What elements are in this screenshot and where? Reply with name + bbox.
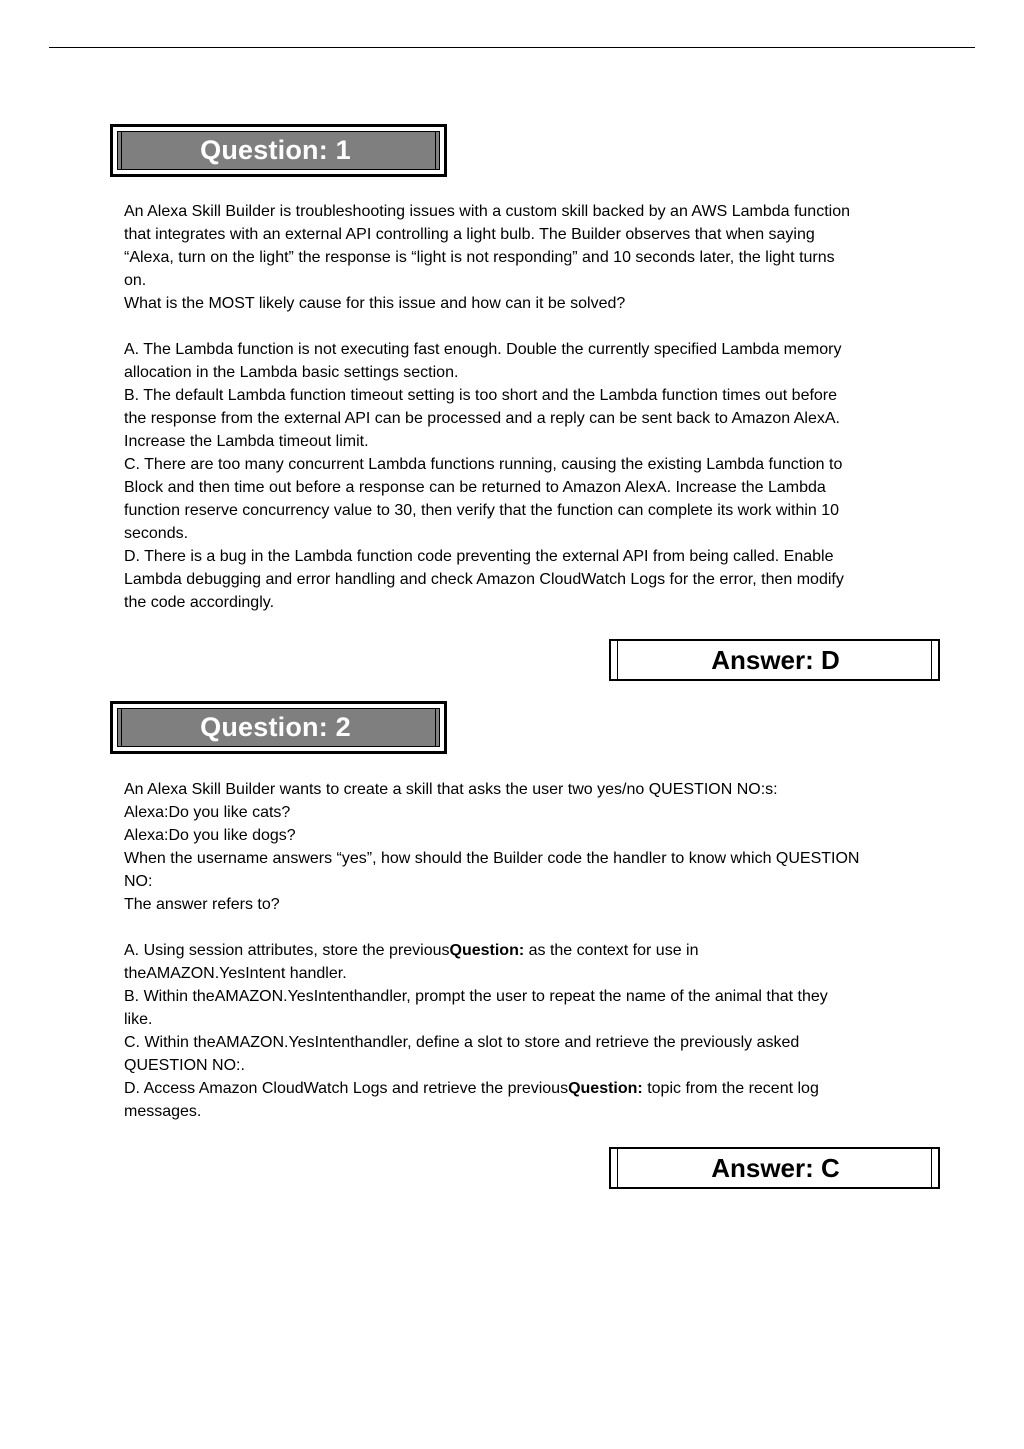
question-1-body (124, 200, 944, 614)
answer-2-box (609, 1147, 940, 1189)
q1-option-line: the code accordingly. (124, 594, 275, 611)
q1-stem-line: What is the MOST likely cause for this issue and how can it be solved? (124, 295, 626, 312)
question-2-header (110, 701, 447, 754)
question-1-title: Question: 1 (200, 135, 351, 165)
q1-option-line: A. The Lambda function is not executing fast enough. Double the currently specified Lambda memory (124, 341, 842, 358)
question-2-title: Question: 2 (200, 712, 351, 742)
question-1-header (110, 124, 447, 177)
top-rule (49, 47, 975, 48)
inline-bold-question: Question: (449, 942, 525, 959)
question-2-body (124, 778, 944, 1123)
q2-option-line: like. (124, 1011, 153, 1028)
q2-stem-line: Alexa:Do you like cats? (124, 804, 291, 821)
q1-stem-line: that integrates with an external API controlling a light bulb. The Builder observes that when saying (124, 226, 815, 243)
q2-stem-line: The answer refers to? (124, 896, 280, 913)
q1-option-line: Block and then time out before a response can be returned to Amazon AlexA. Increase the Lambda (124, 479, 826, 496)
q2-option-line: C. Within theAMAZON.YesIntenthandler, define a slot to store and retrieve the previously asked (124, 1034, 800, 1051)
inline-bold-question: Question: (568, 1080, 643, 1097)
q1-option-line: the response from the external API can be processed and a reply can be sent back to Amazon AlexA. (124, 410, 840, 427)
q2-option-d: D. Access Amazon CloudWatch Logs and retrieve the previousQuestion: topic from the recent log (124, 1080, 819, 1097)
q2-stem-line: NO: (124, 873, 153, 890)
q1-stem-line: “Alexa, turn on the light” the response is “light is not responding” and 10 seconds later, the light turns (124, 249, 835, 266)
q2-option-a: A. Using session attributes, store the previousQuestion: as the context for use in (124, 942, 699, 959)
q1-option-line: Increase the Lambda timeout limit. (124, 433, 369, 450)
q1-stem-line: An Alexa Skill Builder is troubleshooting issues with a custom skill backed by an AWS Lambda function (124, 203, 850, 220)
q1-option-line: C. There are too many concurrent Lambda functions running, causing the existing Lambda function to (124, 456, 843, 473)
q1-option-line: B. The default Lambda function timeout setting is too short and the Lambda function times out before (124, 387, 838, 404)
q1-option-line: function reserve concurrency value to 30, then verify that the function can complete its work within 10 (124, 502, 840, 519)
q1-stem-line: on. (124, 272, 147, 289)
q2-stem-line: An Alexa Skill Builder wants to create a skill that asks the user two yes/no QUESTION NO:s: (124, 781, 778, 798)
q2-stem-line: Alexa:Do you like dogs? (124, 827, 296, 844)
q2-option-line: theAMAZON.YesIntent handler. (124, 965, 347, 982)
q1-option-line: D. There is a bug in the Lambda function code preventing the external API from being called. Enable (124, 548, 834, 565)
q2-option-line: messages. (124, 1103, 202, 1120)
q1-option-line: Lambda debugging and error handling and check Amazon CloudWatch Logs for the error, then modify (124, 571, 844, 588)
q1-option-line: seconds. (124, 525, 189, 542)
q2-option-line: QUESTION NO:. (124, 1057, 245, 1074)
answer-1-box (609, 639, 940, 681)
answer-1-label: Answer: D (711, 644, 840, 675)
q2-stem-line: When the username answers “yes”, how should the Builder code the handler to know which QUESTION (124, 850, 860, 867)
answer-2-label: Answer: C (711, 1152, 840, 1183)
q1-option-line: allocation in the Lambda basic settings section. (124, 364, 459, 381)
q2-option-line: B. Within theAMAZON.YesIntenthandler, prompt the user to repeat the name of the animal that they (124, 988, 828, 1005)
